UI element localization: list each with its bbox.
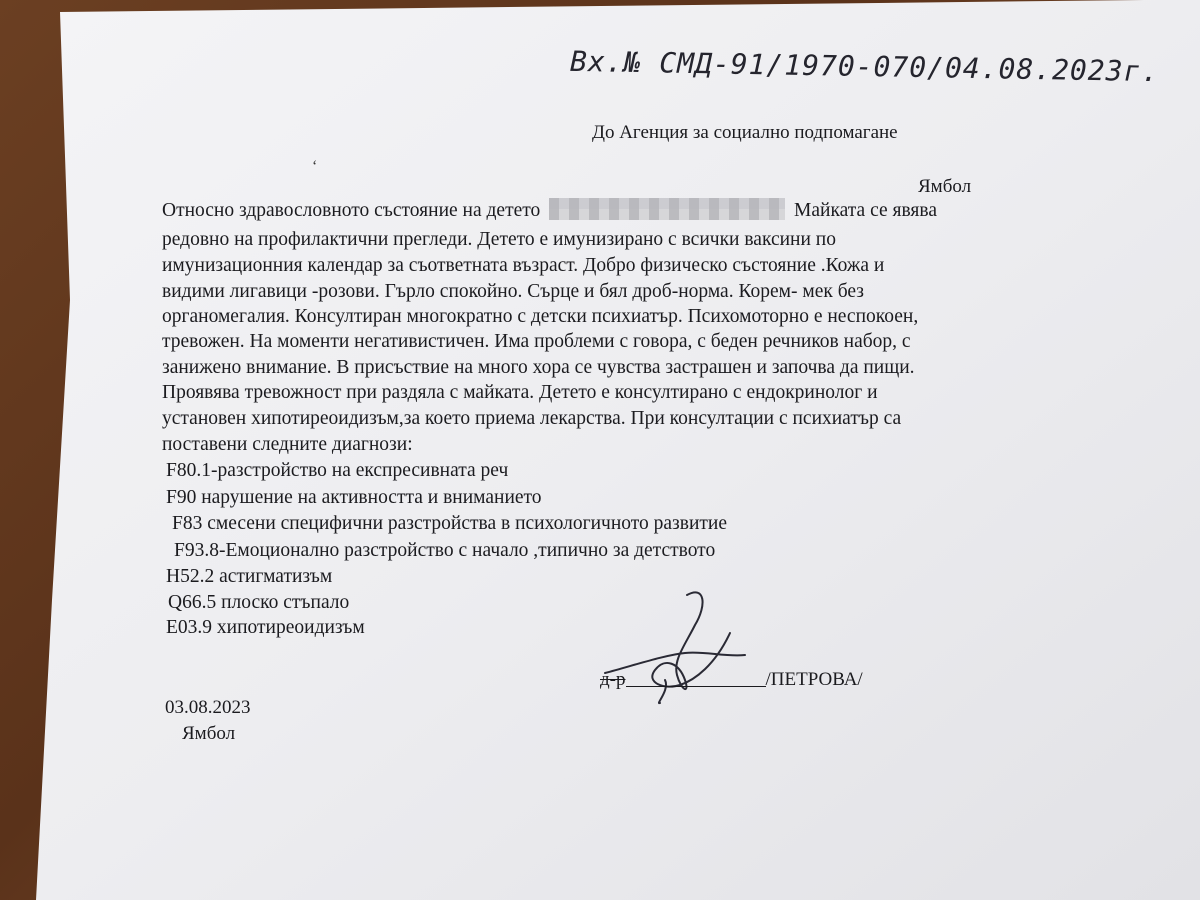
body-line: редовно на профилактични прегледи. Детето е имунизирано с всички ваксини по	[162, 229, 836, 250]
signature-underline	[626, 668, 766, 687]
body-line-text: Относно здравословното състояние на детето	[162, 200, 541, 221]
body-line: установен хипотиреоидизъм,за което приема лекарства. При консултации с психиатър са	[162, 408, 902, 429]
diagnosis-item: F93.8-Емоционално разстройство с начало ,типично за детството	[174, 540, 716, 561]
document-city: Ямбол	[182, 723, 236, 744]
diagnosis-item: H52.2 астигматизъм	[166, 566, 333, 587]
doctor-title: д-р	[600, 669, 626, 690]
diagnosis-item: Q66.5 плоско стъпало	[168, 592, 350, 613]
body-line: Проявява тревожност при раздяла с майката. Детето е консултирано с ендокринолог и	[162, 382, 878, 403]
diagnosis-item: E03.9 хипотиреоидизъм	[166, 617, 365, 638]
handwritten-signature	[595, 585, 755, 715]
body-line: имунизационния календар за съответната възраст. Добро физическо състояние .Кожа и	[162, 255, 885, 276]
addressee-city: Ямбол	[918, 176, 972, 197]
doctor-name: /ПЕТРОВА/	[765, 669, 863, 690]
body-line: органомегалия. Консултиран многократно с детски психиатър. Психомоторно е неспокоен,	[162, 306, 919, 327]
diagnosis-item: F83 смесени специфични разстройства в психологичното развитие	[172, 513, 728, 534]
diagnosis-item: F80.1-разстройство на експресивната реч	[166, 460, 509, 481]
body-line: тревожен. На моменти негативистичен. Има проблеми с говора, с беден речников набор, с	[162, 331, 911, 352]
addressee: До Агенция за социално подпомагане	[592, 122, 898, 143]
document-date: 03.08.2023	[165, 697, 251, 718]
body-line: поставени следните диагнози:	[162, 434, 413, 455]
diagnosis-item: F90 нарушение на активността и вниманието	[166, 487, 542, 508]
body-line	[162, 198, 937, 224]
signature-line	[600, 668, 863, 691]
registration-stamp: Вх.№ СМД-91/1970-070/04.08.2023г.	[569, 44, 1160, 89]
body-line: занижено внимание. В присъствие на много хора се чувства застрашен и започва да пищи.	[162, 357, 915, 378]
body-line: видими лигавици -розови. Гърло спокойно. Сърце и бял дроб-норма. Корем- мек без	[162, 281, 864, 302]
stray-mark: ‘	[312, 158, 318, 175]
redacted-child-name	[549, 198, 785, 220]
body-line-text: Майката се явява	[794, 200, 937, 221]
